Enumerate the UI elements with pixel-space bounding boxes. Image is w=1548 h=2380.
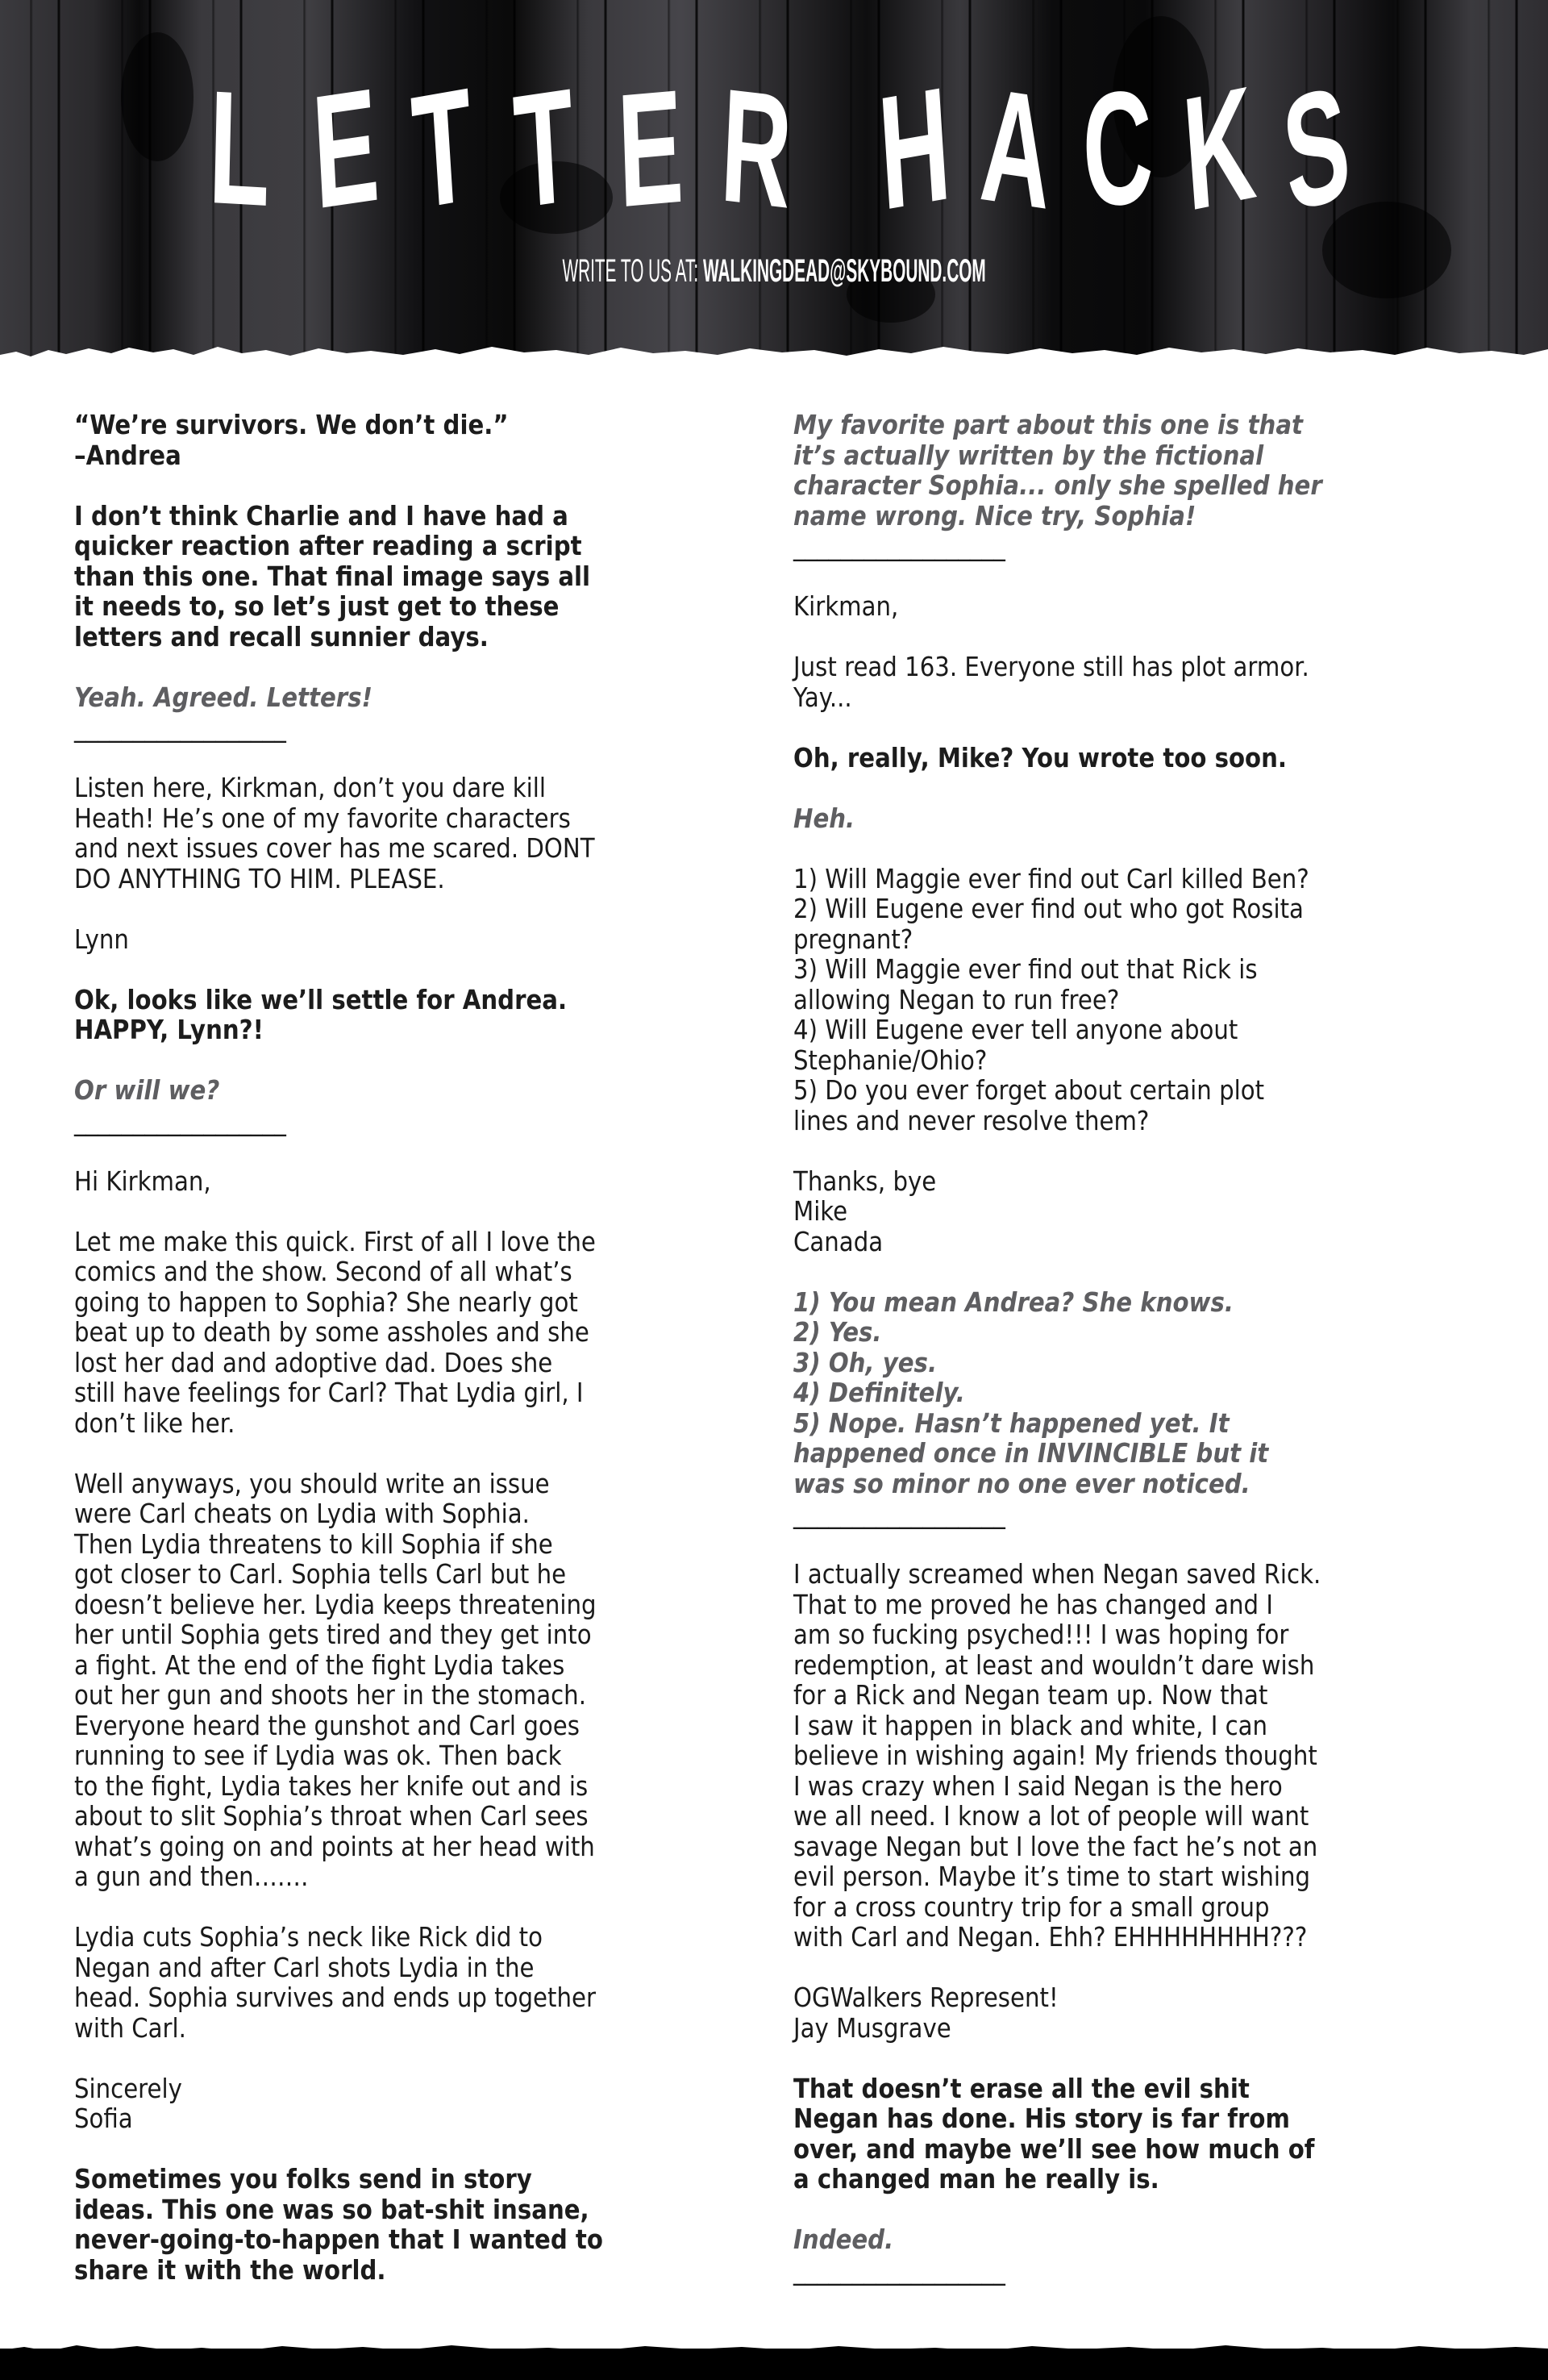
title-letter bbox=[856, 53, 955, 244]
letter-text: 5) Do you ever forget about certain plot bbox=[793, 1074, 1265, 1106]
contact-line-text bbox=[562, 252, 985, 290]
editor-aside: Yeah. Agreed. Letters! bbox=[74, 681, 372, 713]
title-glyph: S bbox=[1275, 51, 1357, 247]
blank-line bbox=[74, 2043, 702, 2074]
masthead bbox=[0, 0, 1548, 363]
letter-text: evil person. Maybe it’s time to start wishing bbox=[793, 1861, 1311, 1892]
editor-aside: character Sophia... only she spelled her bbox=[793, 469, 1322, 501]
title-glyph: A bbox=[976, 54, 1056, 244]
title-letter bbox=[958, 54, 1056, 244]
editor-reply: letters and recall sunnier days. bbox=[74, 620, 489, 652]
editor-aside: 3) Oh, yes. bbox=[793, 1346, 938, 1378]
letter-text: redemption, at least and wouldn’t dare wish bbox=[793, 1648, 1315, 1681]
blank-line bbox=[74, 652, 702, 682]
editor-aside: 1) You mean Andrea? She knows. bbox=[793, 1286, 1234, 1318]
letter-text: 2) Will Eugene ever find out who got Rosita bbox=[793, 893, 1304, 924]
letter-text: 3) Will Maggie ever find out that Rick is bbox=[793, 953, 1258, 985]
letter-text: Yay... bbox=[793, 681, 852, 713]
title-letter bbox=[495, 55, 590, 243]
title-letter bbox=[292, 54, 387, 244]
blank-line bbox=[74, 1438, 702, 1469]
section-divider: __________________ bbox=[793, 530, 1005, 561]
blank-line bbox=[74, 954, 702, 985]
blank-line bbox=[74, 1196, 702, 1227]
title-word-hacks bbox=[853, 51, 1361, 247]
letter-text: head. Sophia survives and ends up together bbox=[74, 1982, 596, 2013]
editor-aside: it’s actually written by the fictional bbox=[793, 439, 1264, 471]
letter-text: going to happen to Sophia? She nearly got bbox=[74, 1286, 578, 1318]
letter-text: pregnant? bbox=[793, 923, 913, 955]
letter-text: doesn’t believe her. Lydia keeps threatening bbox=[74, 1588, 597, 1620]
letter-text: Let me make this quick. First of all I love the bbox=[74, 1225, 596, 1257]
letter-text: were Carl cheats on Lydia with Sophia. bbox=[74, 1498, 530, 1529]
footer-band bbox=[0, 2349, 1548, 2380]
editor-aside: Indeed. bbox=[793, 2224, 894, 2255]
letters-column-left bbox=[74, 410, 784, 2285]
title-letter bbox=[393, 54, 489, 244]
letter-text: still have feelings for Carl? That Lydia girl, I bbox=[74, 1377, 584, 1408]
blank-line bbox=[74, 470, 702, 501]
editor-reply: “We’re survivors. We don’t die.” bbox=[74, 409, 509, 440]
contact-email-link[interactable]: WALKINGDEAD@SKYBOUND.COM bbox=[702, 253, 986, 289]
title-glyph: T bbox=[407, 54, 478, 244]
editor-reply: HAPPY, Lynn?! bbox=[74, 1014, 264, 1045]
title-letter bbox=[1161, 52, 1261, 245]
editor-reply: over, and maybe we’ll see how much of bbox=[793, 2132, 1315, 2165]
blank-line bbox=[793, 622, 1421, 652]
blank-line bbox=[793, 1529, 1421, 1560]
letter-text: about to slit Sophia’s throat when Carl sees bbox=[74, 1800, 589, 1832]
contact-line bbox=[0, 252, 1548, 290]
blank-line bbox=[793, 1257, 1421, 1287]
editor-reply: Sometimes you folks send in story bbox=[74, 2163, 532, 2195]
blank-line bbox=[74, 1045, 702, 1076]
letter-text: 1) Will Maggie ever find out Carl killed Ben? bbox=[793, 862, 1309, 894]
letter-text: for a cross country trip for a small group bbox=[793, 1890, 1270, 1923]
section-divider: __________________ bbox=[74, 711, 286, 743]
editor-reply: ideas. This one was so bat-shit insane, bbox=[74, 2193, 589, 2225]
editor-aside: My favorite part about this one is that bbox=[793, 409, 1304, 440]
editor-reply: That doesn’t erase all the evil shit bbox=[793, 2072, 1250, 2104]
blank-line bbox=[793, 2043, 1421, 2074]
torn-edge bbox=[0, 337, 1548, 363]
title-letter bbox=[1059, 56, 1155, 242]
editor-aside: 4) Definitely. bbox=[793, 1377, 965, 1408]
blank-line bbox=[793, 1953, 1421, 1983]
letter-text: savage Negan but I love the fact he’s not an bbox=[793, 1830, 1318, 1862]
title-letter bbox=[698, 55, 796, 243]
editor-reply: –Andrea bbox=[74, 439, 181, 471]
letter-text: allowing Negan to run free? bbox=[793, 983, 1120, 1015]
letter-text: running to see if Lydia was ok. Then back bbox=[74, 1740, 562, 1771]
editor-aside: Or will we? bbox=[74, 1074, 220, 1106]
title-glyph: C bbox=[1080, 56, 1155, 242]
editor-aside: happened once in INVINCIBLE but it bbox=[793, 1437, 1269, 1469]
title-letter bbox=[190, 56, 285, 241]
section-divider: __________________ bbox=[793, 2253, 1005, 2286]
section-divider: __________________ bbox=[74, 1104, 286, 1136]
letter-text: a gun and then……. bbox=[74, 1861, 309, 1892]
letter-text: Lynn bbox=[74, 923, 129, 955]
editor-reply: it needs to, so let’s just get to these bbox=[74, 590, 560, 622]
title-letter bbox=[1263, 51, 1358, 247]
blank-line bbox=[74, 743, 702, 773]
letter-text: Heath! He’s one of my favorite characters bbox=[74, 802, 571, 834]
letter-text: Thanks, bye bbox=[793, 1165, 937, 1197]
letter-text: Lydia cuts Sophia’s neck like Rick did to bbox=[74, 1921, 543, 1953]
title-glyph: R bbox=[718, 55, 796, 243]
letter-text: for a Rick and Negan team up. Now that bbox=[793, 1679, 1268, 1711]
blank-line bbox=[793, 712, 1421, 743]
letter-text: lost her dad and adoptive dad. Does she bbox=[74, 1346, 553, 1378]
letter-text: OGWalkers Represent! bbox=[793, 1982, 1059, 2013]
letter-text: Then Lydia threatens to kill Sophia if she bbox=[74, 1528, 553, 1560]
letter-text: Mike bbox=[793, 1195, 848, 1227]
editor-reply: never-going-to-happen that I wanted to bbox=[74, 2224, 603, 2255]
section-divider: __________________ bbox=[793, 1498, 1005, 1529]
blank-line bbox=[793, 2195, 1421, 2225]
letter-text: 4) Will Eugene ever tell anyone about bbox=[793, 1014, 1238, 1045]
title-glyph: E bbox=[308, 54, 383, 244]
blank-line bbox=[793, 773, 1421, 803]
letter-text: I was crazy when I said Negan is the hero bbox=[793, 1769, 1283, 1802]
letter-text: got closer to Carl. Sophia tells Carl but he bbox=[74, 1558, 567, 1590]
editor-aside: name wrong. Nice try, Sophia! bbox=[793, 499, 1196, 531]
contact-prefix: WRITE TO US AT: bbox=[562, 253, 699, 289]
letter-text: am so fucking psyched!!! I was hoping for bbox=[793, 1619, 1289, 1650]
editor-aside: 5) Nope. Hasn’t happened yet. It bbox=[793, 1407, 1230, 1439]
title-word-letter bbox=[187, 54, 797, 244]
letter-text: Stephanie/Ohio? bbox=[793, 1044, 988, 1076]
letter-text: we all need. I know a lot of people will want bbox=[793, 1800, 1309, 1832]
title-glyph: L bbox=[206, 56, 273, 241]
letter-text: Everyone heard the gunshot and Carl goes bbox=[74, 1709, 580, 1741]
title-glyph: H bbox=[874, 53, 955, 244]
letter-text: and next issues cover has me scared. DONT bbox=[74, 832, 595, 864]
blank-line bbox=[74, 2134, 702, 2165]
editor-reply: a changed man he really is. bbox=[793, 2163, 1159, 2195]
blank-line bbox=[74, 894, 702, 924]
title-letter bbox=[597, 56, 692, 242]
title-glyph: T bbox=[510, 55, 579, 243]
letter-text: lines and never resolve them? bbox=[793, 1104, 1150, 1136]
letter-text: I actually screamed when Negan saved Rick. bbox=[793, 1558, 1321, 1590]
letter-text: comics and the show. Second of all what’s bbox=[74, 1256, 572, 1287]
letter-text: Well anyways, you should write an issue bbox=[74, 1467, 550, 1499]
blank-line bbox=[74, 1136, 702, 1166]
letter-text: Listen here, Kirkman, don’t you dare kill bbox=[74, 772, 546, 803]
letter-text: out her gun and shoots her in the stomach. bbox=[74, 1679, 586, 1711]
letter-text: Hi Kirkman, bbox=[74, 1165, 211, 1197]
editor-aside: 2) Yes. bbox=[793, 1316, 882, 1348]
editor-aside: Heh. bbox=[793, 802, 855, 834]
letter-text: Kirkman, bbox=[793, 590, 899, 622]
page-title bbox=[48, 51, 1500, 247]
letters-column-right bbox=[793, 410, 1503, 2285]
letter-text: with Carl. bbox=[74, 2011, 186, 2044]
blank-line bbox=[793, 561, 1421, 592]
letter-text: I saw it happen in black and white, I can bbox=[793, 1709, 1268, 1741]
editor-reply: Negan has done. His story is far from bbox=[793, 2103, 1290, 2134]
letter-text: believe in wishing again! My friends thought bbox=[793, 1740, 1317, 1771]
editor-aside: was so minor no one ever noticed. bbox=[793, 1467, 1250, 1499]
letter-text: her until Sophia gets tired and they get into bbox=[74, 1619, 592, 1650]
letter-text: Sofia bbox=[74, 2103, 133, 2134]
letter-text: don’t like her. bbox=[74, 1407, 235, 1439]
letter-text: Jay Musgrave bbox=[793, 2011, 951, 2044]
editor-reply: quicker reaction after reading a script bbox=[74, 530, 582, 561]
editor-reply: Ok, looks like we’ll settle for Andrea. bbox=[74, 983, 568, 1015]
letter-text: Negan and after Carl shots Lydia in the bbox=[74, 1951, 535, 1983]
blank-line bbox=[793, 833, 1421, 864]
editor-reply: Oh, really, Mike? You wrote too soon. bbox=[793, 741, 1288, 773]
letter-text: That to me proved he has changed and I bbox=[793, 1588, 1273, 1620]
letter-text: beat up to death by some assholes and she bbox=[74, 1316, 589, 1348]
editor-reply: I don’t think Charlie and I have had a bbox=[74, 499, 568, 531]
blank-line bbox=[74, 1892, 702, 1923]
title-glyph: E bbox=[615, 56, 686, 242]
letter-text: Canada bbox=[793, 1225, 884, 1257]
letter-text: what’s going on and points at her head with bbox=[74, 1830, 595, 1862]
blank-line bbox=[793, 1136, 1421, 1166]
letter-text: to the fight, Lydia takes her knife out and is bbox=[74, 1769, 589, 1802]
title-glyph: K bbox=[1178, 52, 1261, 245]
letter-text: Just read 163. Everyone still has plot armor. bbox=[793, 651, 1309, 682]
editor-reply: than this one. That final image says all bbox=[74, 560, 591, 592]
letter-text: Sincerely bbox=[74, 2072, 182, 2104]
letter-text: DO ANYTHING TO HIM. PLEASE. bbox=[74, 862, 445, 894]
editor-reply: share it with the world. bbox=[74, 2253, 386, 2286]
letter-text: a fight. At the end of the fight Lydia takes bbox=[74, 1648, 565, 1681]
letter-text: with Carl and Negan. Ehh? EHHHHHHHH??? bbox=[793, 1921, 1308, 1953]
